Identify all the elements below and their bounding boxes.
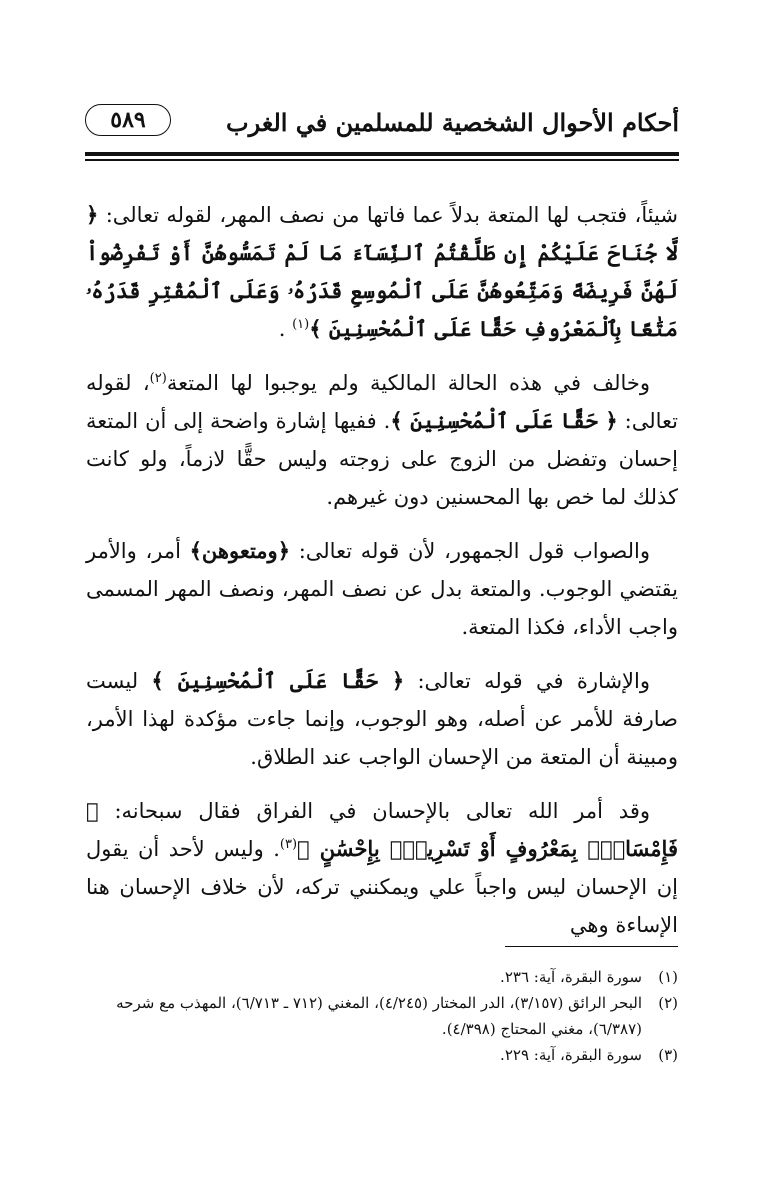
text-segment: أمر، والأمر يقتضي الوجوب. والمتعة بدل عن نصف المهر، ونصف المهر المسمى واجب الأداء، فكذا المتعة. <box>86 539 678 639</box>
quran-verse: ﴿ حَقًّا عَلَى ٱلْمُحْسِنِينَ ﴾ <box>151 668 405 693</box>
footnote-ref-2: (٢) <box>149 371 167 386</box>
header-rule-thick <box>85 152 679 156</box>
text-segment: شيئاً، فتجب لها المتعة بدلاً عما فاتها من نصف المهر، لقوله تعالى: <box>98 203 678 227</box>
footnote-number: (١) <box>658 968 678 986</box>
paragraph-3 <box>86 532 678 646</box>
text-segment: . <box>278 317 293 341</box>
paragraph-1 <box>86 196 678 348</box>
footnotes <box>86 964 678 1068</box>
footnote-ref-1: (١) <box>292 317 310 332</box>
footnote-3 <box>86 1042 678 1068</box>
footnote-1 <box>86 964 678 990</box>
paragraph-4 <box>86 662 678 776</box>
footnote-number: (٣) <box>658 1046 678 1064</box>
book-title: أحكام الأحوال الشخصية للمسلمين في الغرب <box>226 108 679 137</box>
text-segment: . وليس لأحد أن يقول إن الإحسان ليس واجباً علي ويمكنني تركه، لأن خلاف الإحسان هنا الإساءة وهي <box>86 837 678 937</box>
text-segment: ، لقوله تعالى: <box>86 371 679 433</box>
main-text <box>86 196 678 960</box>
footnote-2 <box>86 990 678 1042</box>
quran-verse: ﴿ حَقًّا عَلَى ٱلْمُحْسِنِينَ ﴾ <box>390 408 618 433</box>
footnote-text: سورة البقرة، آية: ٢٣٦. <box>500 968 642 986</box>
paragraph-2 <box>86 364 678 516</box>
paragraph-5 <box>86 792 678 944</box>
footnote-text: البحر الرائق (٣/١٥٧)، الدر المختار (٤/٢٤٥)، المغني (٧١٢ ـ ٦/٧١٣)، المهذب مع شرحه (٦/٣٨٧)، مغني المحتاج (٤/٣٩٨). <box>116 994 642 1038</box>
text-segment: وخالف في هذه الحالة المالكية ولم يوجبوا لها المتعة <box>166 371 650 395</box>
footnote-separator <box>505 946 678 947</box>
text-segment: والإشارة في قوله تعالى: <box>404 669 650 693</box>
text-segment: وقد أمر الله تعالى بالإحسان في الفراق فقال سبحانه: <box>98 799 650 823</box>
footnote-number: (٢) <box>658 994 678 1012</box>
footnote-text: سورة البقرة، آية: ٢٢٩. <box>500 1046 642 1064</box>
header-rule-thin <box>85 159 679 161</box>
text-segment: . ففيها إشارة واضحة إلى أن المتعة إحسان وتفضل من الزوج على زوجته وليس حقًّا لازماً، ولو كانت كذلك لما خص بها المحسنين دون غيرهم. <box>86 409 678 509</box>
footnote-ref-3: (٣) <box>279 837 298 852</box>
quran-verse: ﴿ لَّا جُنَاحَ عَلَيْكُمْ إِن طَلَّقْتُمُ ٱلنِّسَآءَ مَا لَمْ تَمَسُّوهُنَّ أَوْ تَفْرِضُواْ لَهُنَّ فَرِيضَةً وَمَتِّعُوهُنَّ عَلَى ٱلْمُوسِعِ قَدَرُهُۥ وَعَلَى ٱلْمُقْتِرِ قَدَرُهُۥ مَتَٰعًا بِٱلْمَعْرُوفِ حَقًّا عَلَى ٱلْمُحْسِنِينَ ﴾ <box>86 202 678 341</box>
running-header <box>85 100 679 146</box>
quran-verse: ﴿ومتعوهن﴾ <box>189 538 291 563</box>
page-number: ٥٨٩ <box>85 104 171 136</box>
text-segment: والصواب قول الجمهور، لأن قوله تعالى: <box>290 539 651 563</box>
text-segment: ليست صارفة للأمر عن أصله، وهو الوجوب، وإنما جاءت مؤكدة لهذا الأمر، ومبينة أن المتعة من الإحسان الواجب عند الطلاق. <box>86 669 678 769</box>
quran-verse: ﴿ فَإِمْسَاكٌۢ بِمَعْرُوفٍ أَوْ تَسْرِيحٌۢ بِإِحْسَٰنٍ ﴾ <box>86 798 678 861</box>
